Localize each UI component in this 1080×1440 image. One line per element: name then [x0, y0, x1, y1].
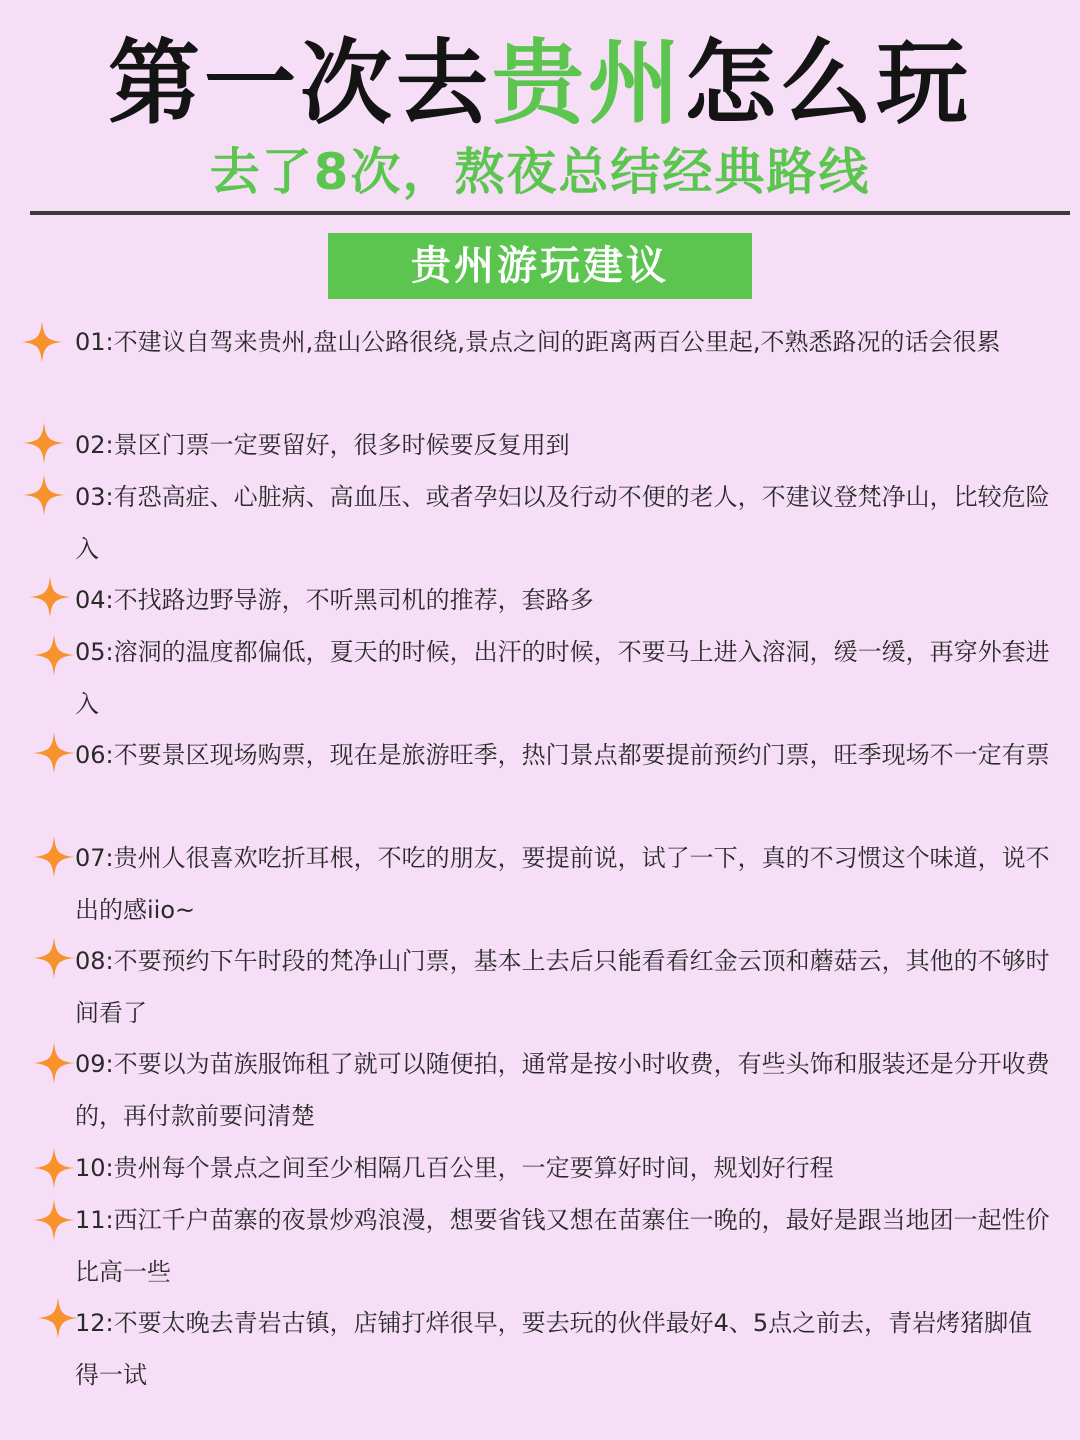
tip-item-07: 07:贵州人很喜欢吃折耳根，不吃的朋友，要提前说，试了一下，真的不习惯这个味道，说不出的感iio~: [75, 844, 1050, 924]
tip-item-02: 02:景区门票一定要留好，很多时候要反复用到: [75, 431, 570, 459]
four-point-star-icon: [22, 421, 66, 465]
tip-item-09: 09:不要以为苗族服饰租了就可以随便拍，通常是按小时收费，有些头饰和服装还是分开收费的，再付款前要问清楚: [75, 1050, 1050, 1130]
tip-item-06: 06:不要景区现场购票，现在是旅游旺季，热门景点都要提前预约门票，旺季现场不一定有票: [75, 741, 1050, 769]
tip-item-04: 04:不找路边野导游，不听黑司机的推荐，套路多: [75, 586, 594, 614]
tip-item-05: 05:溶洞的温度都偏低，夏天的时候，出汗的时候，不要马上进入溶洞，缓一缓，再穿外套进入: [75, 638, 1050, 718]
four-point-star-icon: [32, 835, 76, 879]
section-heading: 贵州游玩建议: [328, 233, 752, 299]
tip-item-03: 03:有恐高症、心脏病、高血压、或者孕妇以及行动不便的老人，不建议登梵净山，比较危险入: [75, 483, 1050, 563]
page-title: [0, 28, 1080, 140]
four-point-star-icon: [32, 1146, 76, 1190]
four-point-star-icon: [22, 473, 66, 517]
four-point-star-icon: [20, 320, 64, 364]
title-part2: 怎么玩: [684, 30, 973, 137]
title-part1: 第一次去: [107, 30, 492, 137]
four-point-star-icon: [32, 731, 76, 775]
header-divider: [30, 211, 1070, 215]
tip-item-08: 08:不要预约下午时段的梵净山门票，基本上去后只能看看红金云顶和蘑菇云，其他的不够时间看了: [75, 947, 1050, 1027]
four-point-star-icon: [32, 633, 76, 677]
tip-item-11: 11:西江千户苗寨的夜景炒鸡浪漫，想要省钱又想在苗寨住一晚的，最好是跟当地团一起性价比高一些: [75, 1206, 1050, 1286]
page-subtitle: 去了8次，熬夜总结经典路线: [209, 143, 871, 201]
title-accent: 贵州: [491, 30, 684, 137]
four-point-star-icon: [32, 936, 76, 980]
tip-item-12: 12:不要太晚去青岩古镇，店铺打烊很早，要去玩的伙伴最好4、5点之前去，青岩烤猪脚值得一试: [75, 1309, 1033, 1389]
tip-item-10: 10:贵州每个景点之间至少相隔几百公里，一定要算好时间，规划好行程: [75, 1154, 834, 1182]
four-point-star-icon: [36, 1296, 80, 1340]
four-point-star-icon: [32, 1041, 76, 1085]
four-point-star-icon: [28, 575, 72, 619]
four-point-star-icon: [32, 1198, 76, 1242]
tip-item-01: 01:不建议自驾来贵州,盘山公路很绕,景点之间的距离两百公里起,不熟悉路况的话会很累: [75, 328, 1001, 356]
